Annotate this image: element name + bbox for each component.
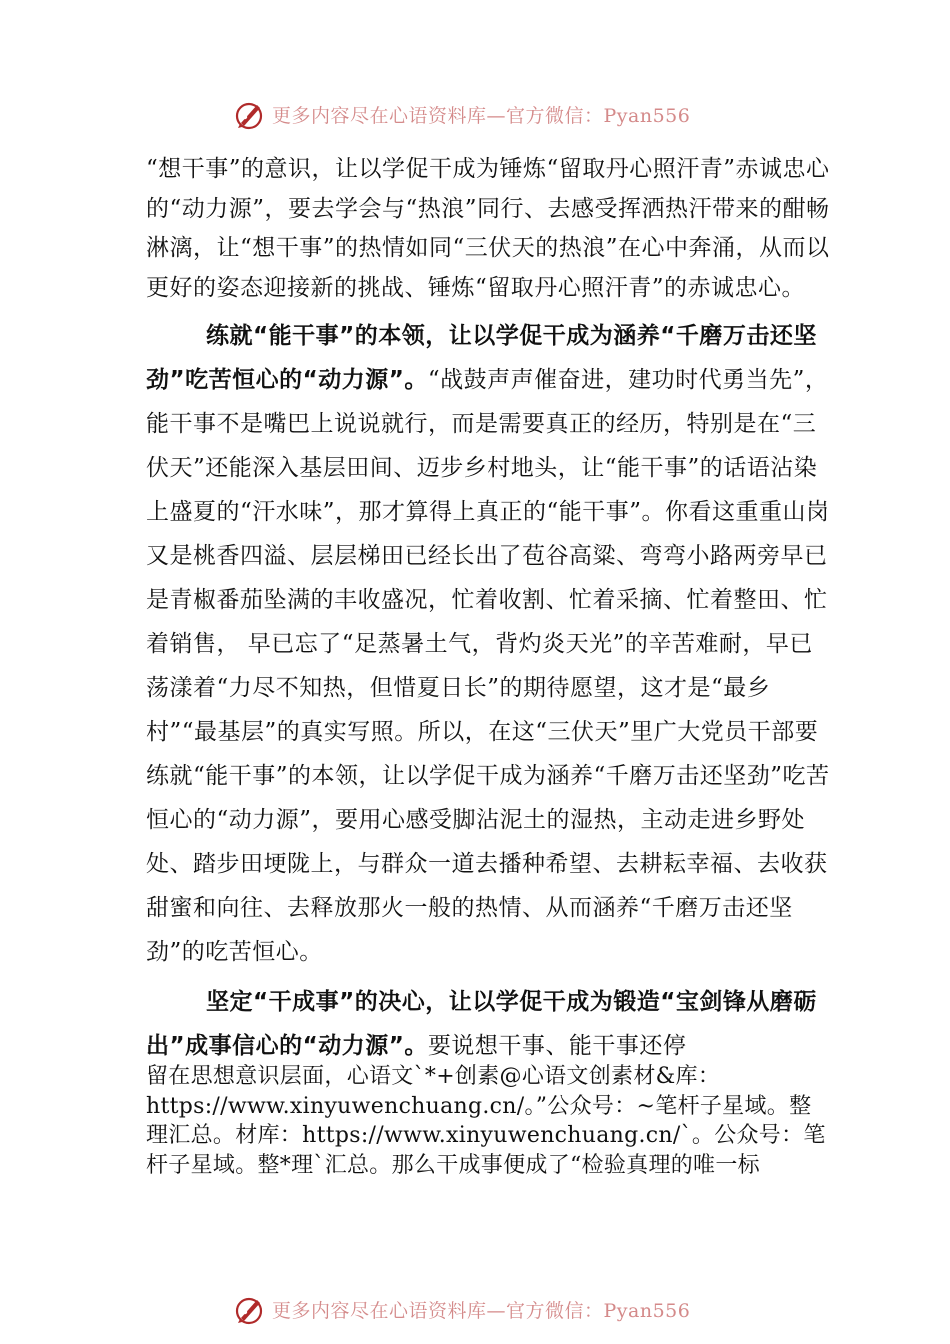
pen-logo-icon (232, 97, 266, 131)
pen-logo-icon (232, 1292, 266, 1326)
paragraph-3-body: 要说想干事、能干事还停 (427, 1033, 687, 1059)
document-body (146, 150, 830, 1180)
footer-banner (232, 1289, 752, 1329)
paragraph-3-heading: 坚定“干成事”的决心，让以学促干成为锻造“宝剑锋从磨砺出”成事信心的“动力源”。 (146, 989, 817, 1059)
paragraph-4: 留在思想意识层面，心语文`*+创素@心语文创素材&库：https://www.xinyuwenchuang.cn/。”公众号：~笔杆子星域。整理汇总。材库：https://www.xinyuwenchuang.cn/`。公众号：笔杆子星域。整*理`汇总。那么干成事便成了“检验真理的唯一标 (146, 1064, 826, 1178)
header-banner (232, 94, 752, 134)
paragraph-1: “想干事”的意识，让以学促干成为锤炼“留取丹心照汗青”赤诚忠心的“动力源”，要去学会与“热浪”同行、去感受挥洒热汗带来的酣畅淋漓，让“想干事”的热情如同“三伏天的热浪”在心中奔涌，从而以更好的姿态迎接新的挑战、锤炼“留取丹心照汗青”的赤诚忠心。 (146, 156, 830, 301)
banner-text: 更多内容尽在心语资料库—官方微信：Pyan556 (272, 1299, 691, 1322)
paragraph-2 (146, 314, 830, 974)
paragraph-2-heading: 练就“能干事”的本领，让以学促干成为涵养“千磨万击还坚劲”吃苦恒心的“动力源”。 (146, 323, 817, 393)
paragraph-3 (146, 980, 830, 1068)
paragraph-2-body: “战鼓声声催奋进，建功时代勇当先”，能干事不是嘴巴上说说就行，而是需要真正的经历，特别是在“三伏天”还能深入基层田间、迈步乡村地头，让“能干事”的话语沾染上盛夏的“汗水味”，那才算得上真正的“能干事”。你看这重重山岗又是桃香四溢、层层梯田已经长出了苞谷高粱、弯弯小路两旁早已是青椒番茄坠满的丰收盛况，忙着收割、忙着采摘、忙着整田、忙着销售， 早已忘了“足蒸暑土气，背灼炎天光”的辛苦难耐，早已荡漾着“力尽不知热，但惜夏日长”的期待愿望，这才是“最乡村”“最基层”的真实写照。所以，在这“三伏天”里广大党员干部要练就“能干事”的本领，让以学促干成为涵养“千磨万击还坚劲”吃苦恒心的“动力源”，要用心感受脚沾泥土的湿热，主动走进乡野处处、踏步田埂陇上，与群众一道去播种希望、去耕耘幸福、去收获甜蜜和向往、去释放那火一般的热情、从而涵养“千磨万击还坚劲”的吃苦恒心。 (146, 367, 830, 965)
banner-text: 更多内容尽在心语资料库—官方微信：Pyan556 (272, 104, 691, 127)
